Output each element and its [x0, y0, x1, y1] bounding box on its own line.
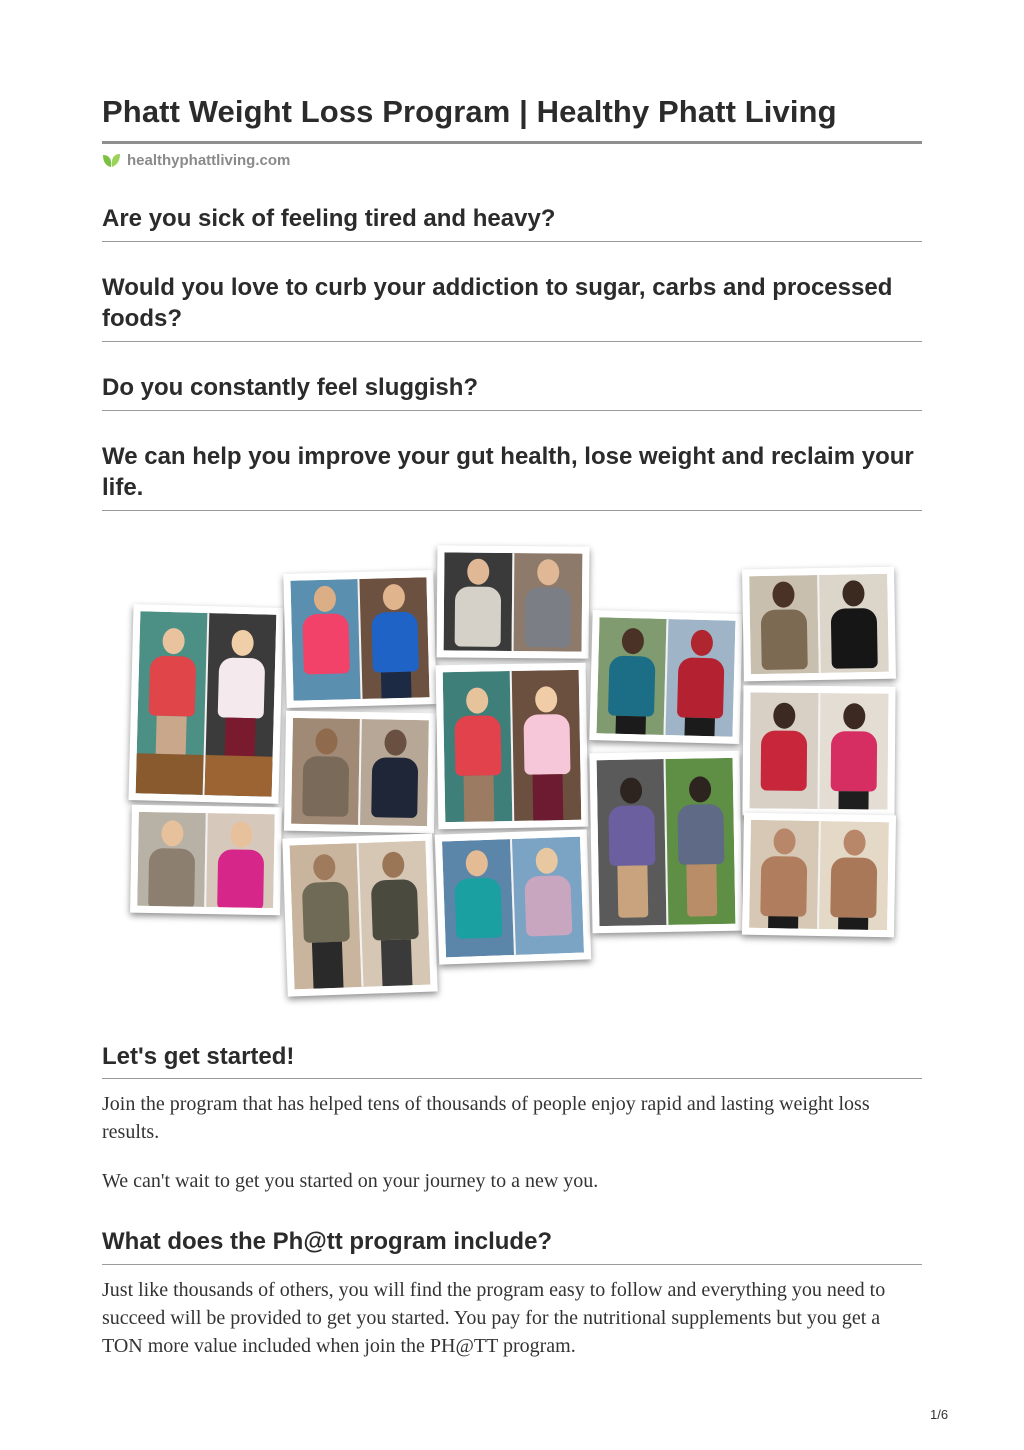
question-sluggish: Do you constantly feel sluggish? [102, 374, 479, 401]
collage-photo [283, 570, 436, 708]
divider [102, 510, 922, 511]
paragraph: Join the program that has helped tens of thousands of people enjoy rapid and lasting weight loss results. [102, 1093, 870, 1143]
divider [102, 1078, 922, 1079]
paragraph: Just like thousands of others, you will find the program easy to follow and everything you need to succeed will be provided to get you started. You pay for the nutritional supplements but you get a TON more value included when join the PH@TT program. [102, 1279, 886, 1357]
divider [102, 410, 922, 411]
section-heading-started: Let's get started! [102, 1043, 295, 1070]
question-addiction: Would you love to curb your addiction to sugar, carbs and processed foods? [102, 274, 893, 332]
leaf-icon [102, 153, 121, 169]
source-domain[interactable]: healthyphattliving.com [127, 152, 291, 169]
collage-photo [742, 567, 896, 682]
collage-photo [435, 829, 591, 964]
collage-photo [436, 663, 589, 830]
statement-help: We can help you improve your gut health, lose weight and reclaim your life. [102, 443, 914, 501]
question-tired: Are you sick of feeling tired and heavy? [102, 205, 556, 232]
collage-photo [282, 833, 437, 996]
collage-photo [284, 711, 436, 834]
section-heading-includes: What does the Ph@tt program include? [102, 1228, 553, 1255]
collage-photo [589, 751, 742, 934]
collage-photo [742, 685, 895, 816]
title-divider [102, 141, 922, 144]
collage-photo [130, 805, 282, 916]
collage-photo [128, 604, 283, 804]
collage-photo [589, 610, 742, 744]
source-line [102, 152, 290, 169]
page-title: Phatt Weight Loss Program | Healthy Phatt Living [102, 94, 837, 129]
before-after-collage [125, 540, 905, 1000]
divider [102, 341, 922, 342]
collage-photo [742, 813, 896, 938]
collage-photo [437, 545, 590, 658]
divider [102, 241, 922, 242]
page-number: 1/6 [930, 1407, 949, 1422]
divider [102, 1264, 922, 1265]
paragraph: We can't wait to get you started on your journey to a new you. [102, 1170, 599, 1192]
